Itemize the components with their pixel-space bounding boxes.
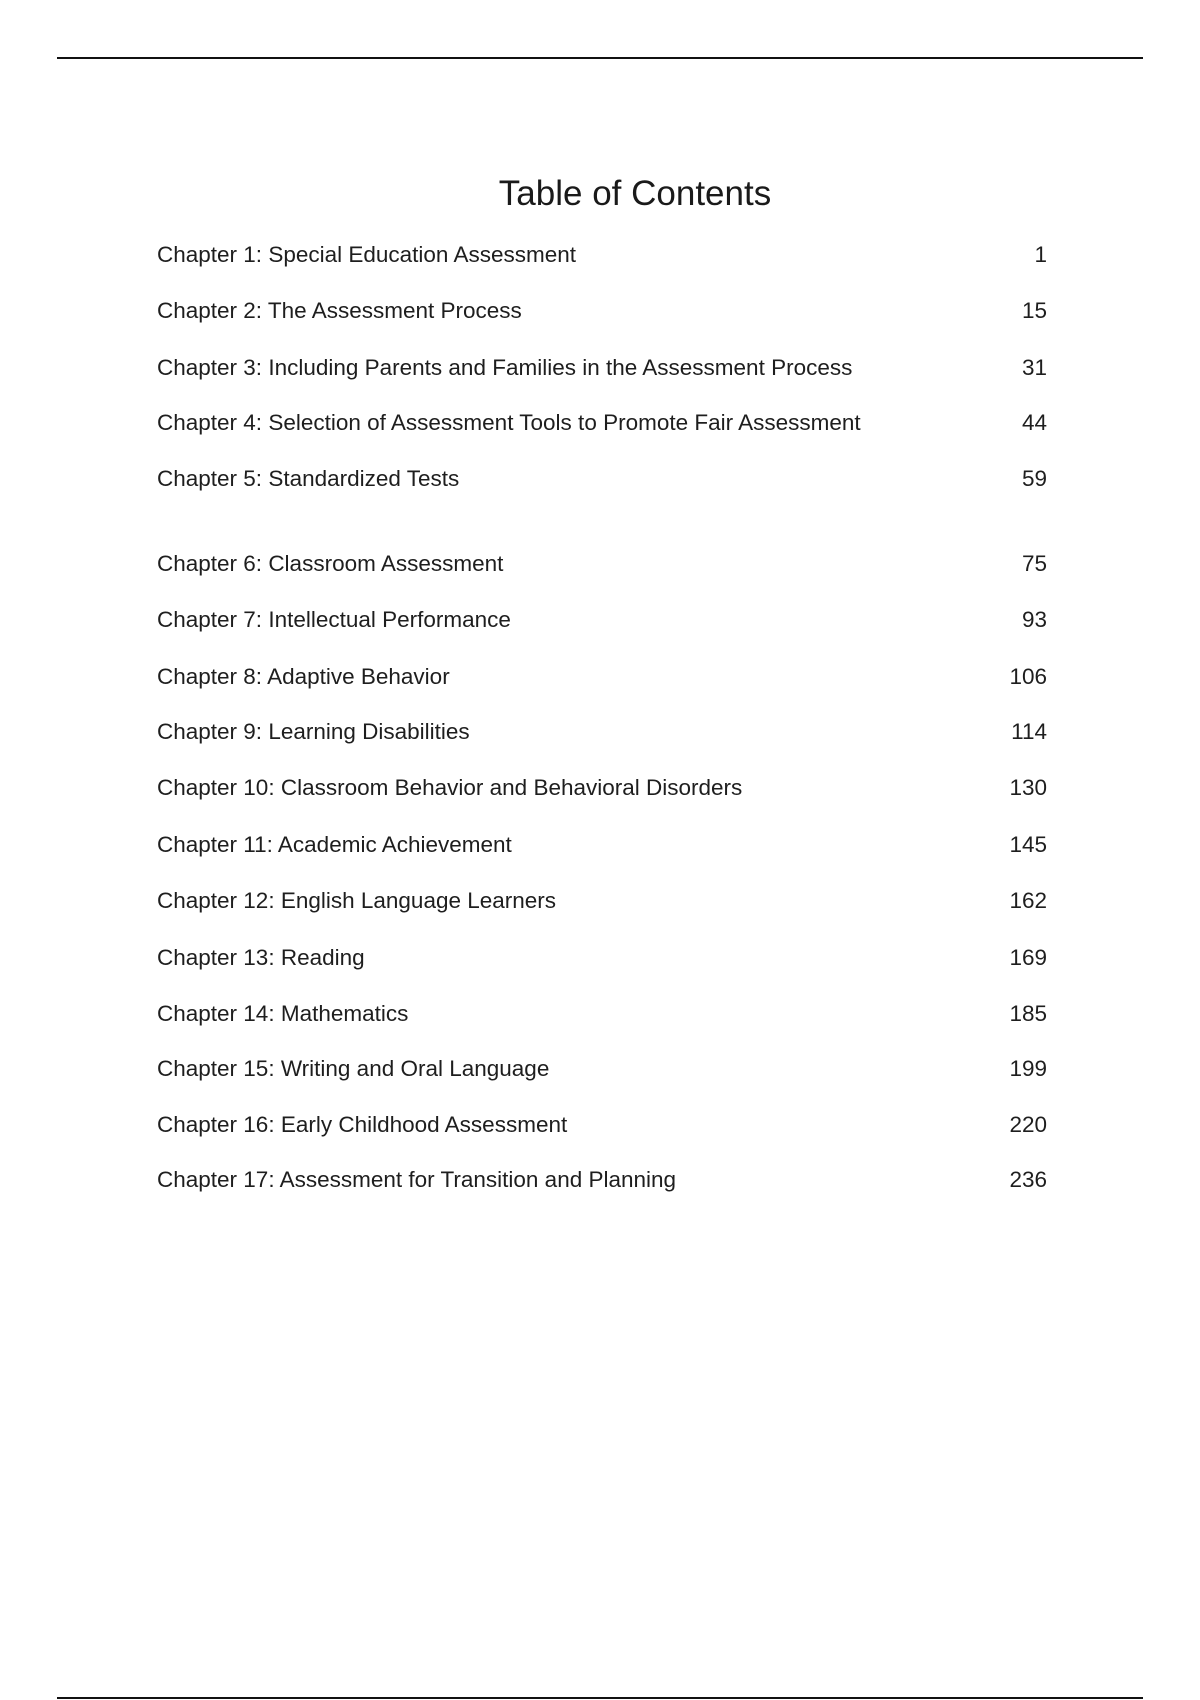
- toc-entry[interactable]: [157, 1163, 1047, 1197]
- toc-entry[interactable]: [157, 941, 1047, 975]
- toc-entry-title: Chapter 14: Mathematics: [157, 1001, 409, 1026]
- toc-entry-page: 44: [1021, 410, 1047, 435]
- toc-entry-page: 169: [1009, 945, 1047, 970]
- toc-entry[interactable]: [157, 238, 1047, 272]
- toc-entry-page: 1: [1034, 242, 1047, 267]
- toc-entry-page: 75: [1021, 551, 1047, 576]
- toc-entry[interactable]: [157, 771, 1047, 805]
- toc-entry-title: Chapter 17: Assessment for Transition and Planning: [157, 1167, 677, 1192]
- toc-entry-title: Chapter 15: Writing and Oral Language: [157, 1056, 550, 1081]
- toc-entry[interactable]: [157, 828, 1047, 862]
- toc-entry-title: Chapter 4: Selection of Assessment Tools to Promote Fair Assessment: [157, 410, 861, 435]
- toc-entry[interactable]: [157, 547, 1047, 581]
- toc-entry-page: 106: [1009, 664, 1047, 689]
- toc-entry[interactable]: [157, 715, 1047, 749]
- toc-entry[interactable]: [157, 462, 1047, 496]
- toc-entry-page: 93: [1021, 607, 1047, 632]
- toc-entry-title: Chapter 5: Standardized Tests: [157, 466, 460, 491]
- toc-entry-title: Chapter 16: Early Childhood Assessment: [157, 1112, 568, 1137]
- toc-entry-title: Chapter 9: Learning Disabilities: [157, 719, 470, 744]
- toc-entry[interactable]: [157, 884, 1047, 918]
- toc-entry-title: Chapter 11: Academic Achievement: [157, 832, 512, 857]
- toc-entry-page: 31: [1021, 355, 1047, 380]
- toc-entry-page: 145: [1009, 832, 1047, 857]
- bottom-rule: [57, 1697, 1143, 1699]
- toc-entry-page: 220: [1009, 1112, 1047, 1137]
- toc-entry-page: 59: [1021, 466, 1047, 491]
- page-title: Table of Contents: [498, 174, 772, 213]
- toc-entry-title: Chapter 3: Including Parents and Families in the Assessment Process: [157, 355, 853, 380]
- toc-entry-page: 114: [1011, 719, 1047, 744]
- toc-entry-page: 162: [1009, 888, 1047, 913]
- toc-entry-page: 15: [1021, 298, 1047, 323]
- toc-entry-page: 185: [1009, 1001, 1047, 1026]
- toc-entry-page: 199: [1009, 1056, 1047, 1081]
- toc-entry-title: Chapter 6: Classroom Assessment: [157, 551, 504, 576]
- toc-entry-title: Chapter 7: Intellectual Performance: [157, 607, 511, 632]
- toc-entry-title: Chapter 8: Adaptive Behavior: [157, 664, 450, 689]
- toc-entry[interactable]: [157, 351, 1047, 385]
- toc-entry[interactable]: [157, 660, 1047, 694]
- toc-entry-page: 130: [1009, 775, 1047, 800]
- toc-entry-title: Chapter 12: English Language Learners: [157, 888, 557, 913]
- toc-entry[interactable]: [157, 603, 1047, 637]
- top-rule: [57, 57, 1143, 59]
- toc-entry-title: Chapter 1: Special Education Assessment: [157, 242, 576, 267]
- toc-entry[interactable]: [157, 294, 1047, 328]
- toc-entry[interactable]: [157, 406, 1047, 440]
- toc-entry[interactable]: [157, 1108, 1047, 1142]
- toc-entry-title: Chapter 2: The Assessment Process: [157, 298, 522, 323]
- toc-entry-page: 236: [1009, 1167, 1047, 1192]
- toc-entry[interactable]: [157, 1052, 1047, 1086]
- toc-entry-title: Chapter 13: Reading: [157, 945, 365, 970]
- toc-entry-title: Chapter 10: Classroom Behavior and Behavioral Disorders: [157, 775, 743, 800]
- toc-entry[interactable]: [157, 997, 1047, 1031]
